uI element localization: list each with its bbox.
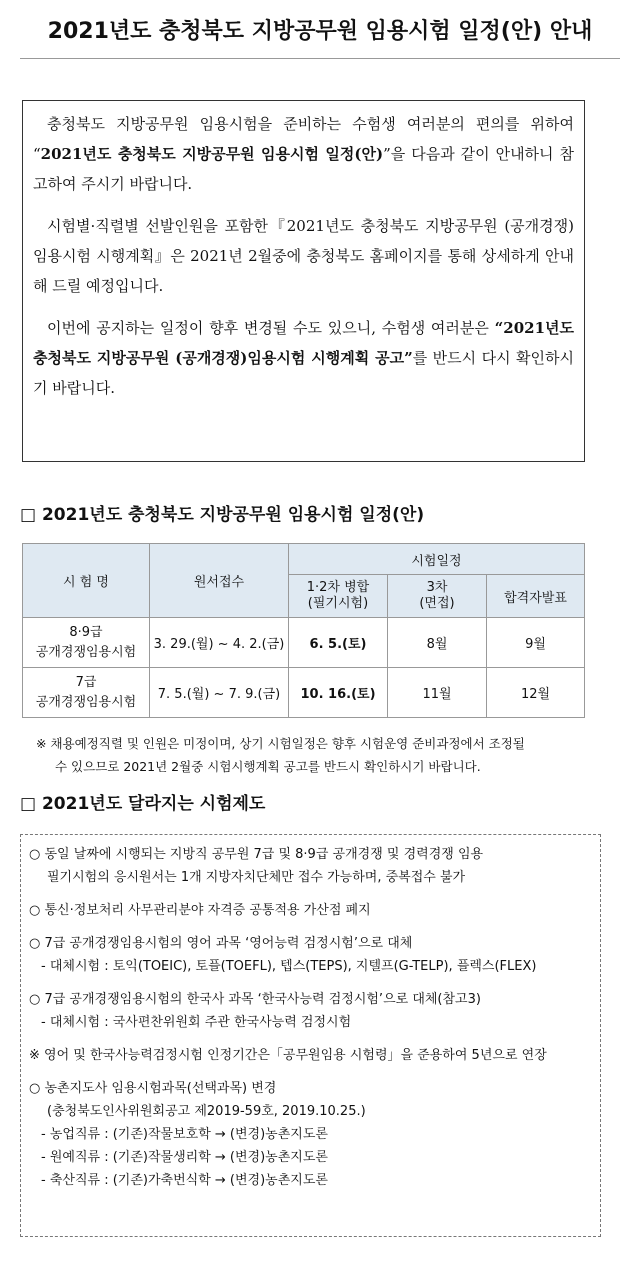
page-title: 2021년도 충청북도 지방공무원 임용시험 일정(안) 안내 — [20, 6, 620, 59]
section-heading-schedule: □ 2021년도 충청북도 지방공무원 임용시험 일정(안) — [20, 505, 425, 525]
change-note: ※ 영어 및 한국사능력검정시험 인정기간은「공무원임용 시험령」을 준용하여 5년으로 연장 — [29, 1048, 547, 1063]
change-subitem: - 대체시험 : 국사편찬위원회 주관 한국사능력 검정시험 — [41, 1015, 352, 1030]
section-heading-changes: □ 2021년도 달라지는 시험제도 — [20, 794, 266, 814]
header-first-line1: 1·2차 병합 — [306, 580, 370, 595]
table-row — [23, 618, 585, 668]
notice-text: 를 반드시 다시 확인하시기 바랍니다. — [33, 349, 574, 397]
change-subitem: - 대체시험 : 토익(TOEIC), 토플(TOEFL), 텝스(TEPS), 지텔프(G-TELP), 플렉스(FLEX) — [41, 959, 537, 974]
schedule-table — [22, 543, 585, 718]
change-item-continued: 필기시험의 응시원서는 1개 지방자치단체만 접수 가능하며, 중복접수 불가 — [47, 870, 466, 885]
header-application: 원서접수 — [150, 544, 289, 618]
exam-grade: 7급 — [75, 674, 97, 690]
notice-text: 충청북도 지방공무원 임용시험을 준비하는 수험생 여러분의 편의를 위하여 “ — [33, 115, 574, 163]
header-first-round — [289, 575, 388, 618]
cell-first-round: 10. 16.(토) — [289, 668, 388, 718]
change-item: ○ 통신·정보처리 사무관리분야 자격증 공통적용 가산점 폐지 — [29, 903, 371, 918]
notice-paragraph-2: 시험별·직렬별 선발인원을 포함한『2021년도 충청북도 지방공무원 (공개경쟁)임용시험 시행계획』은 2021년 2월중에 충청북도 홈페이지를 통해 상세하게 안내해 드릴 예정입니다. — [33, 217, 574, 295]
notice-paragraph-1 — [33, 109, 574, 199]
cell-result: 12월 — [487, 668, 585, 718]
footnote-line: ※ 채용예정직렬 및 인원은 미정이며, 상기 시험일정은 향후 시험운영 준비과정에서 조정될 — [36, 736, 525, 751]
notice-text: 이번에 공지하는 일정이 향후 변경될 수도 있으니, 수험생 여러분은 — [47, 319, 495, 337]
footnote-line: 수 있으므로 2021년 2월중 시험시행계획 공고를 반드시 확인하시기 바랍니다. — [55, 759, 481, 774]
cell-first-round: 6. 5.(토) — [289, 618, 388, 668]
notice-emphasis: “2021년도 충청북도 지방공무원 (공개경쟁)임용시험 시행계획 공고” — [33, 319, 574, 367]
notice-emphasis: 2021년도 충청북도 지방공무원 임용시험 일정(안) — [40, 145, 384, 163]
notice-text: ”을 다음과 같이 안내하니 참고하여 주시기 바랍니다. — [33, 145, 574, 193]
exam-type: 공개경쟁임용시험 — [35, 644, 137, 660]
exam-type: 공개경쟁임용시험 — [35, 694, 137, 710]
header-third-line1: 3차 — [426, 580, 448, 595]
header-exam-name: 시 험 명 — [23, 544, 150, 618]
cell-exam-name — [23, 668, 150, 718]
change-subitem: - 원예직류 : (기존)작물생리학 → (변경)농촌지도론 — [41, 1150, 328, 1165]
change-subitem: - 축산직류 : (기존)가축번식학 → (변경)농촌지도론 — [41, 1173, 328, 1188]
change-item: ○ 농촌지도사 임용시험과목(선택과목) 변경 — [29, 1081, 277, 1096]
header-third-line2: (면접) — [419, 596, 455, 611]
cell-application: 7. 5.(월) ~ 7. 9.(금) — [150, 668, 289, 718]
cell-application: 3. 29.(월) ~ 4. 2.(금) — [150, 618, 289, 668]
header-result: 합격자발표 — [487, 575, 585, 618]
schedule-footnote — [36, 732, 591, 778]
exam-grade: 8·9급 — [69, 624, 103, 640]
cell-exam-name — [23, 618, 150, 668]
change-item: ○ 7급 공개경쟁임용시험의 영어 과목 ‘영어능력 검정시험’으로 대체 — [29, 936, 413, 951]
change-subitem: - 농업직류 : (기존)작물보호학 → (변경)농촌지도론 — [41, 1127, 328, 1142]
header-exam-schedule: 시험일정 — [289, 544, 585, 575]
notice-box — [22, 100, 585, 462]
change-item: ○ 동일 날짜에 시행되는 지방직 공무원 7급 및 8·9급 공개경쟁 및 경력경쟁 임용 — [29, 847, 484, 862]
changes-box — [20, 834, 601, 1237]
change-reference: (충청북도인사위원회공고 제2019-59호, 2019.10.25.) — [47, 1104, 366, 1119]
table-row — [23, 668, 585, 718]
header-first-line2: (필기시험) — [307, 596, 369, 611]
cell-result: 9월 — [487, 618, 585, 668]
cell-third-round: 8월 — [388, 618, 487, 668]
cell-third-round: 11월 — [388, 668, 487, 718]
change-item: ○ 7급 공개경쟁임용시험의 한국사 과목 ‘한국사능력 검정시험’으로 대체(참고3) — [29, 992, 481, 1007]
header-third-round — [388, 575, 487, 618]
notice-paragraph-3 — [33, 313, 574, 403]
